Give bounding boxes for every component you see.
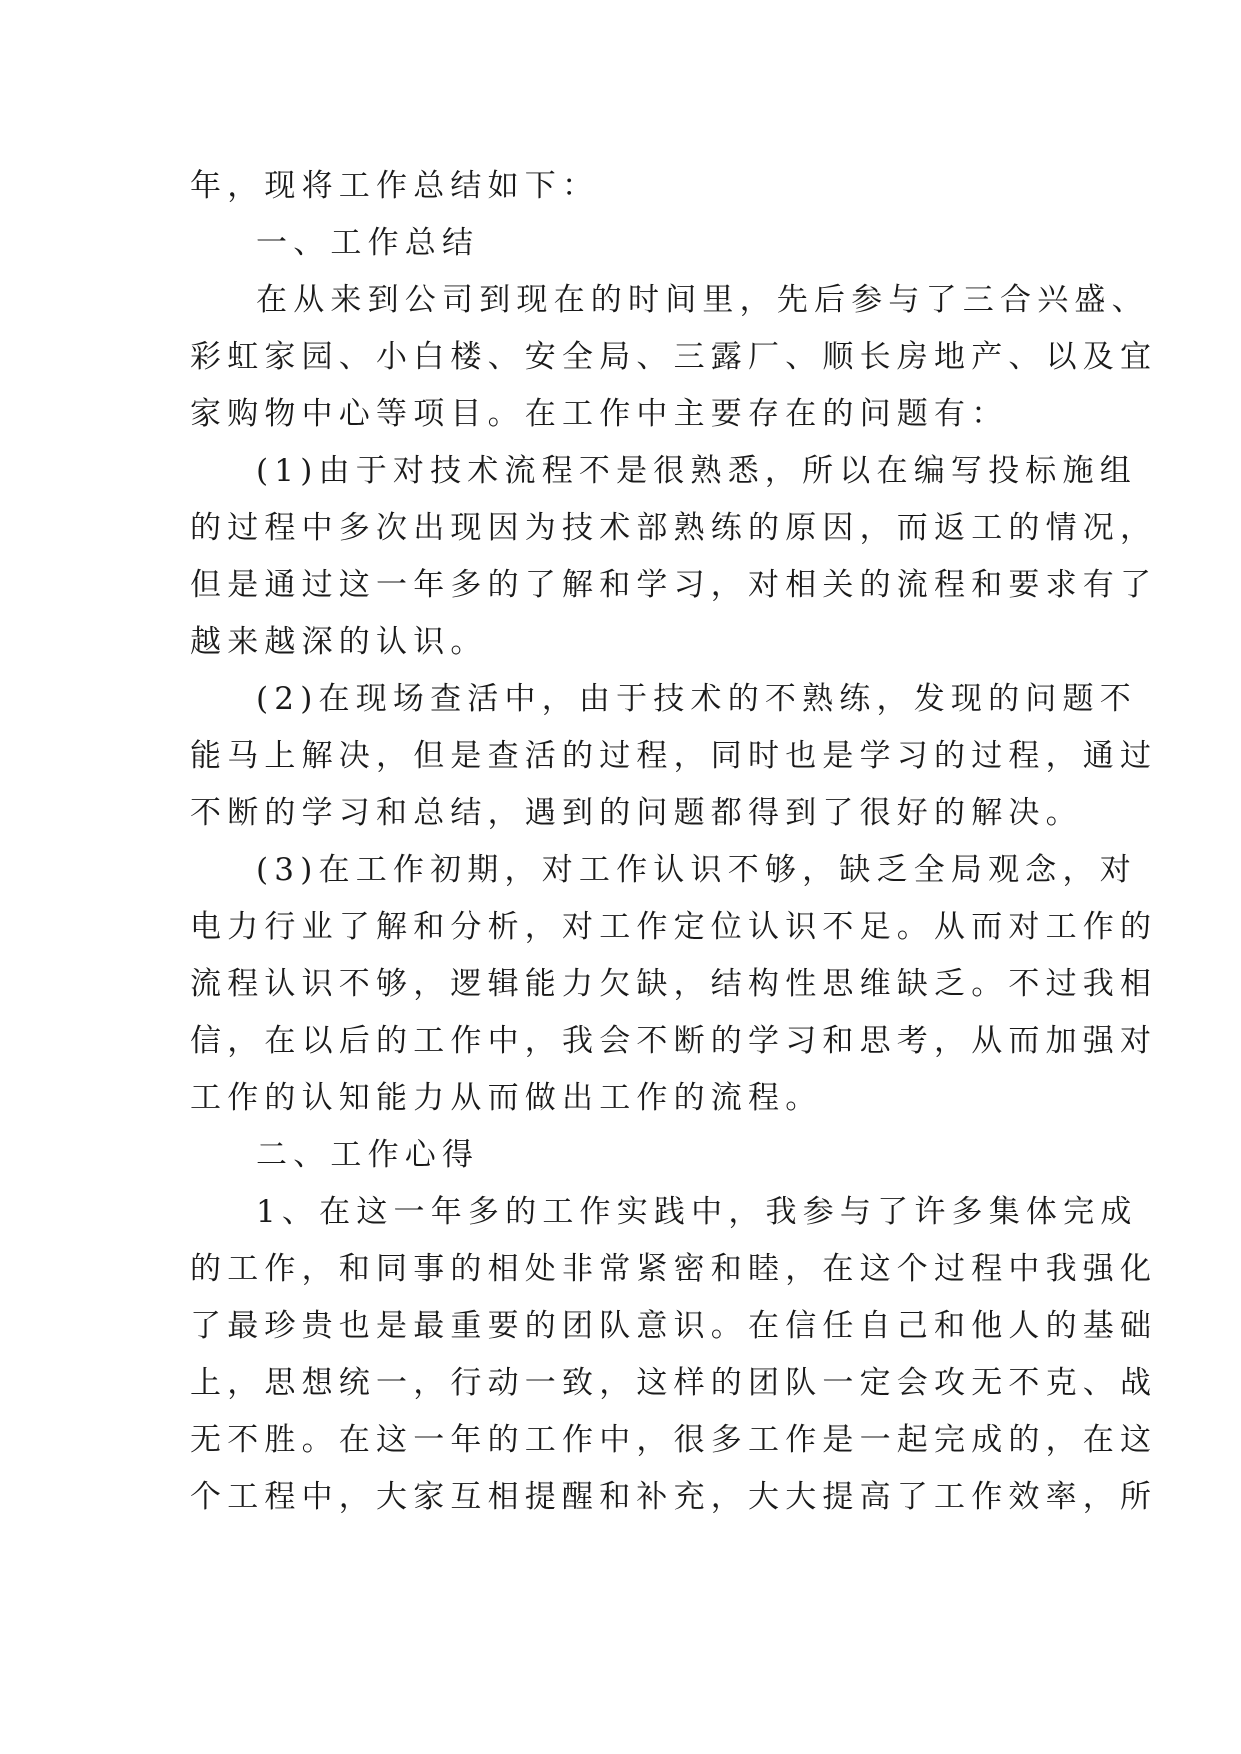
text-line: 电力行业了解和分析，对工作定位认识不足。从而对工作的	[190, 909, 1158, 945]
text-line: 但是通过这一年多的了解和学习，对相关的流程和要求有了	[190, 567, 1158, 603]
text-line: 上，思想统一，行动一致，这样的团队一定会攻无不克、战	[190, 1365, 1158, 1401]
section-heading: 一、工作总结	[256, 225, 480, 261]
text-line: 的过程中多次出现因为技术部熟练的原因，而返工的情况，	[190, 510, 1158, 546]
text-line: 能马上解决，但是查活的过程，同时也是学习的过程，通过	[190, 738, 1158, 774]
text-line: 彩虹家园、小白楼、安全局、三露厂、顺长房地产、以及宜	[190, 339, 1158, 375]
text-line: 个工程中，大家互相提醒和补充，大大提高了工作效率，所	[190, 1479, 1158, 1515]
section-heading: 二、工作心得	[256, 1137, 480, 1173]
text-line: 的工作，和同事的相处非常紧密和睦，在这个过程中我强化	[190, 1251, 1158, 1287]
text-line: (3)在工作初期，对工作认识不够，缺乏全局观念，对	[256, 852, 1137, 888]
text-line: 越来越深的认识。	[190, 624, 488, 660]
text-line: 信，在以后的工作中，我会不断的学习和思考，从而加强对	[190, 1023, 1158, 1059]
text-line: (1)由于对技术流程不是很熟悉，所以在编写投标施组	[256, 453, 1137, 489]
text-line: 年，现将工作总结如下：	[190, 168, 600, 204]
text-line: (2)在现场查活中，由于技术的不熟练，发现的问题不	[256, 681, 1137, 717]
text-line: 了最珍贵也是最重要的团队意识。在信任自己和他人的基础	[190, 1308, 1158, 1344]
text-line: 不断的学习和总结，遇到的问题都得到了很好的解决。	[190, 795, 1083, 831]
text-line: 家购物中心等项目。在工作中主要存在的问题有：	[190, 396, 1009, 432]
text-line: 在从来到公司到现在的时间里，先后参与了三合兴盛、	[256, 282, 1149, 318]
text-line: 无不胜。在这一年的工作中，很多工作是一起完成的，在这	[190, 1422, 1158, 1458]
text-line: 工作的认知能力从而做出工作的流程。	[190, 1080, 823, 1116]
text-line: 1、在这一年多的工作实践中，我参与了许多集体完成	[256, 1194, 1138, 1230]
text-line: 流程认识不够，逻辑能力欠缺，结构性思维缺乏。不过我相	[190, 966, 1158, 1002]
